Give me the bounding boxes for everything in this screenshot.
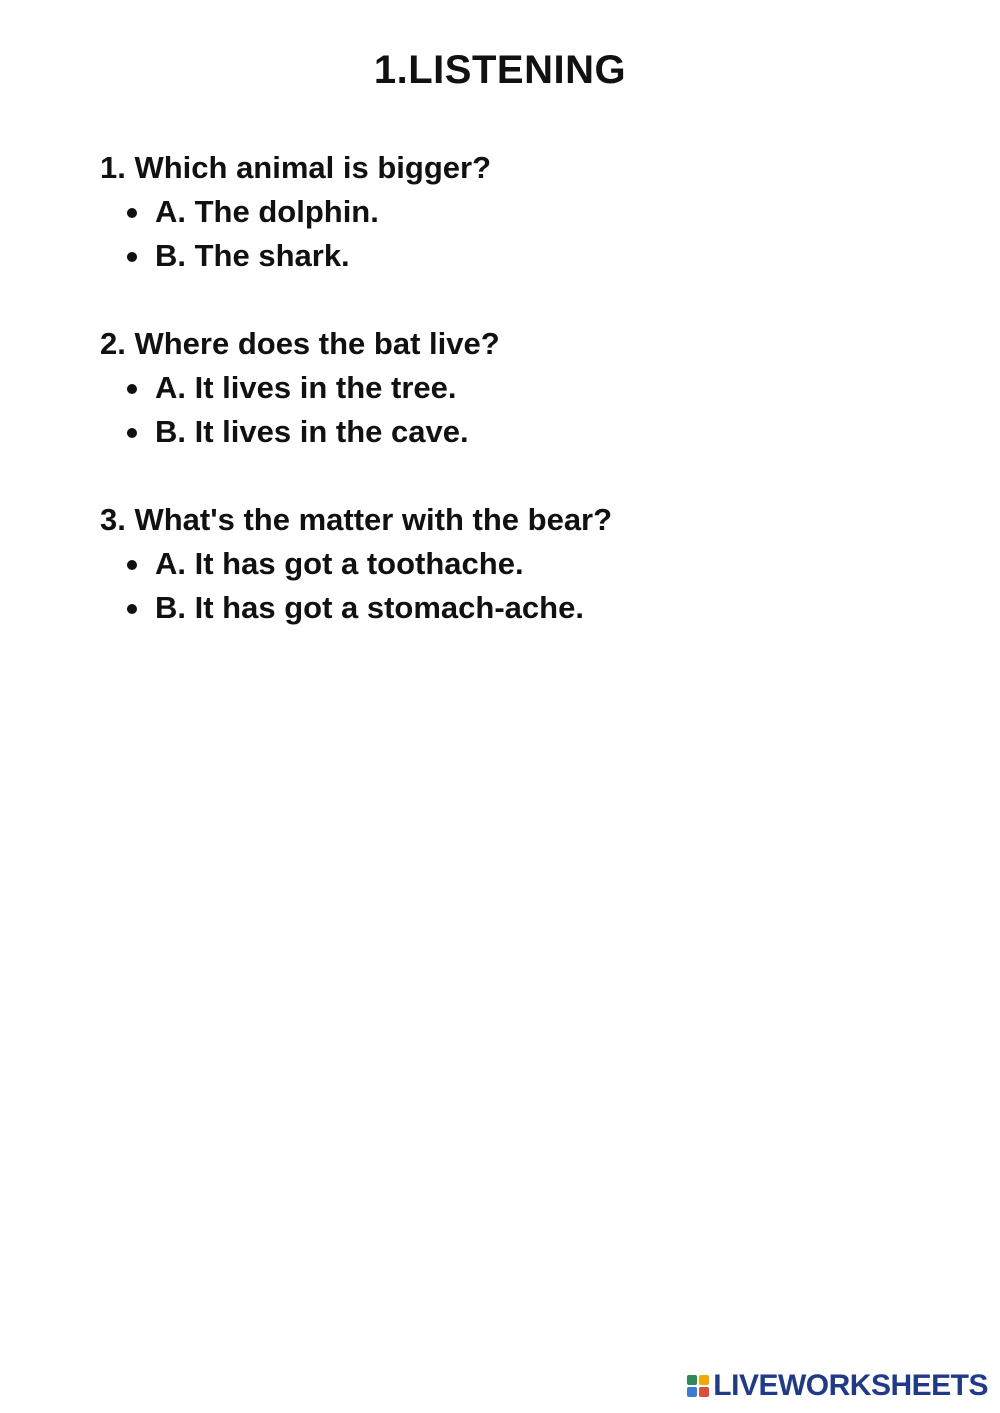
bullet-icon <box>127 428 137 438</box>
question-2-options <box>100 366 920 454</box>
option-label: B. The shark. <box>155 238 350 273</box>
option-label: B. It lives in the cave. <box>155 414 469 449</box>
question-1-text: 1. Which animal is bigger? <box>100 150 492 185</box>
liveworksheets-logo-icon <box>687 1375 709 1397</box>
logo-square-yellow <box>699 1375 709 1385</box>
question-1-option-b[interactable] <box>100 234 920 278</box>
bullet-icon <box>127 384 137 394</box>
liveworksheets-logo <box>687 1369 988 1403</box>
logo-text: LIVEWORKSHEETS <box>713 1369 988 1402</box>
option-label: A. The dolphin. <box>155 194 379 229</box>
question-3-option-a[interactable] <box>100 542 920 586</box>
bullet-icon <box>127 252 137 262</box>
option-label: B. It has got a stomach-ache. <box>155 590 584 625</box>
question-3-options <box>100 542 920 630</box>
logo-square-red <box>699 1387 709 1397</box>
logo-square-blue <box>687 1387 697 1397</box>
question-1 <box>100 146 920 278</box>
logo-square-green <box>687 1375 697 1385</box>
bullet-icon <box>127 208 137 218</box>
bullet-icon <box>127 560 137 570</box>
question-list <box>100 146 920 674</box>
question-2-text: 2. Where does the bat live? <box>100 326 500 361</box>
question-1-option-a[interactable] <box>100 190 920 234</box>
page-title: 1.LISTENING <box>373 48 627 92</box>
question-2-option-b[interactable] <box>100 410 920 454</box>
question-3-text: 3. What's the matter with the bear? <box>100 502 613 537</box>
question-3-option-b[interactable] <box>100 586 920 630</box>
question-2 <box>100 322 920 454</box>
option-label: A. It lives in the tree. <box>155 370 457 405</box>
question-1-options <box>100 190 920 278</box>
question-3 <box>100 498 920 630</box>
option-label: A. It has got a toothache. <box>155 546 524 581</box>
question-2-option-a[interactable] <box>100 366 920 410</box>
bullet-icon <box>127 604 137 614</box>
